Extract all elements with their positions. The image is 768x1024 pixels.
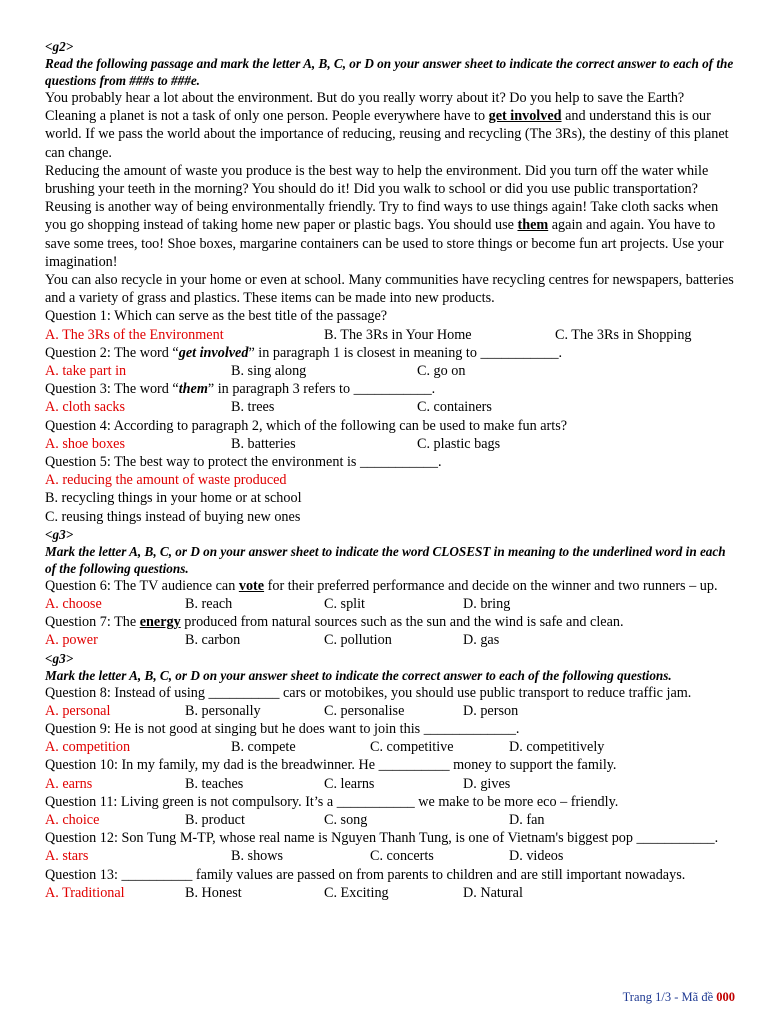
question-8: Question 8: Instead of using __________ cars or motobikes, you should use public transport to reduce traffic jam. xyxy=(45,684,692,701)
option-b[interactable]: B. reach xyxy=(185,596,233,613)
option-b[interactable]: B. personally xyxy=(185,702,261,719)
option-a[interactable]: A. cloth sacks xyxy=(45,399,125,416)
underlined-word-them: them xyxy=(517,217,549,234)
question-12-options xyxy=(45,847,735,865)
option-b[interactable]: B. compete xyxy=(231,739,296,756)
option-d[interactable]: D. bring xyxy=(463,596,511,613)
option-d[interactable]: D. person xyxy=(463,702,519,719)
question-4-options xyxy=(45,435,735,453)
instruction-g2: Read the following passage and mark the letter A, B, C, or D on your answer sheet to indicate the correct answer to each of the questions from ###s to ###e. xyxy=(45,56,734,88)
question-12: Question 12: Son Tung M-TP, whose real name is Nguyen Thanh Tung, is one of Vietnam's biggest pop ___________. xyxy=(45,830,719,847)
question-4: Question 4: According to paragraph 2, which of the following can be used to make fun arts? xyxy=(45,417,568,434)
question-13-options xyxy=(45,884,735,902)
question-9-options xyxy=(45,738,735,756)
option-d[interactable]: D. Natural xyxy=(463,884,523,901)
instruction-g3-correct: Mark the letter A, B, C, or D on your answer sheet to indicate the correct answer to each of the following questions. xyxy=(45,667,672,683)
exam-page xyxy=(45,38,735,902)
option-d[interactable]: D. gives xyxy=(463,775,511,792)
option-b[interactable]: B. Honest xyxy=(185,884,242,901)
option-b[interactable]: B. trees xyxy=(231,399,275,416)
question-9: Question 9: He is not good at singing but he does want to join this _____________. xyxy=(45,720,520,737)
option-d[interactable]: D. videos xyxy=(509,848,564,865)
question-1: Question 1: Which can serve as the best title of the passage? xyxy=(45,308,388,325)
option-c[interactable]: C. containers xyxy=(417,399,492,416)
option-c[interactable]: C. competitive xyxy=(370,739,454,756)
question-3: Question 3: The word “them” in paragraph 3 refers to ___________. xyxy=(45,381,436,398)
group-tag-g3: <g3> xyxy=(45,526,74,542)
option-c[interactable]: C. pollution xyxy=(324,632,392,649)
option-a[interactable]: A. competition xyxy=(45,739,131,756)
question-8-options xyxy=(45,702,735,720)
option-a[interactable]: A. earns xyxy=(45,775,93,792)
question-11: Question 11: Living green is not compulsory. It’s a ___________ we make to be more eco – friendly. xyxy=(45,793,619,810)
option-b[interactable]: B. product xyxy=(185,811,245,828)
option-c[interactable]: C. song xyxy=(324,811,368,828)
question-2-options xyxy=(45,362,735,380)
option-b[interactable]: B. batteries xyxy=(231,435,296,452)
page-footer xyxy=(623,990,735,1005)
option-a[interactable]: A. Traditional xyxy=(45,884,125,901)
question-10: Question 10: In my family, my dad is the breadwinner. He __________ money to support the family. xyxy=(45,757,617,774)
option-c[interactable]: C. plastic bags xyxy=(417,435,501,452)
question-5: Question 5: The best way to protect the environment is ___________. xyxy=(45,454,442,470)
group-tag-g3-2: <g3> xyxy=(45,650,74,666)
option-c[interactable]: C. personalise xyxy=(324,702,405,719)
passage-paragraph-2: Reducing the amount of waste you produce is the best way to help the environment. Did you turn off the water while brushing your teeth in the morning? You should do it! Did you walk to school or did you use public transportation? xyxy=(45,162,709,198)
passage-paragraph-4: You can also recycle in your home or even at school. Many communities have recycling centres for newspapers, batteries and a variety of grass and plastics. These items can be made into new products. xyxy=(45,272,734,307)
group-tag-g2: <g2> xyxy=(45,39,74,54)
option-d[interactable]: D. competitively xyxy=(509,739,605,756)
page-number: Trang 1/3 - Mã đề xyxy=(622,990,717,1004)
underlined-word-vote: vote xyxy=(238,577,265,594)
option-a[interactable]: A. shoe boxes xyxy=(45,435,125,452)
option-b[interactable]: B. The 3Rs in Your Home xyxy=(324,326,472,343)
option-c[interactable]: C. Exciting xyxy=(324,884,389,901)
option-a[interactable]: A. choice xyxy=(45,811,100,828)
option-a[interactable]: A. choose xyxy=(45,596,102,613)
question-6: Question 6: The TV audience can vote for their preferred performance and decide on the winner and two runners – up. xyxy=(45,577,718,594)
question-6-options xyxy=(45,595,735,613)
passage-paragraph-1: You probably hear a lot about the environment. But do you really worry about it? Do you help to save the Earth? Cleaning a planet is not a task of only one person. People everywhere have to get involved and understand this is our world. If we pass the world about the importance of reducing, reusing and recycling (The 3Rs), the destiny of this planet can change. xyxy=(45,90,729,161)
option-b[interactable]: B. sing along xyxy=(231,363,307,380)
option-c[interactable]: C. split xyxy=(324,596,365,613)
option-a[interactable]: A. The 3Rs of the Environment xyxy=(45,326,224,343)
question-2: Question 2: The word “get involved” in paragraph 1 is closest in meaning to ___________. xyxy=(45,344,563,361)
passage-paragraph-3: Reusing is another way of being environmentally friendly. Try to find ways to use things again! Take cloth sacks when you go shopping instead of taking home new paper or plastic bags. You should use them again and again. You have to save some trees, too! Shoe boxes, margarine containers can be used to store things or become fun art projects. Use your imagination! xyxy=(45,199,724,270)
option-c[interactable]: C. go on xyxy=(417,363,466,380)
question-7-options xyxy=(45,631,735,649)
option-b[interactable]: B. recycling things in your home or at school xyxy=(45,490,302,507)
option-a[interactable]: A. stars xyxy=(45,848,89,865)
exam-code: 000 xyxy=(716,990,735,1004)
question-10-options xyxy=(45,775,735,793)
option-b[interactable]: B. shows xyxy=(231,848,284,865)
option-a[interactable]: A. power xyxy=(45,632,98,649)
question-1-options xyxy=(45,326,735,344)
option-c[interactable]: C. learns xyxy=(324,775,375,792)
option-c[interactable]: C. concerts xyxy=(370,848,434,865)
option-a[interactable]: A. reducing the amount of waste produced xyxy=(45,472,287,489)
question-13: Question 13: __________ family values are passed on from parents to children and are still important nowadays. xyxy=(45,866,686,883)
question-3-options xyxy=(45,398,735,416)
instruction-g3-closest: Mark the letter A, B, C, or D on your answer sheet to indicate the word CLOSEST in meaning to the underlined word in each of the following questions. xyxy=(45,543,726,576)
question-11-options xyxy=(45,811,735,829)
option-c[interactable]: C. reusing things instead of buying new ones xyxy=(45,508,301,525)
option-d[interactable]: D. fan xyxy=(509,811,545,828)
option-c[interactable]: C. The 3Rs in Shopping xyxy=(555,326,692,343)
underlined-word-get-involved: get involved xyxy=(488,108,562,125)
underlined-word-energy: energy xyxy=(139,614,181,631)
option-b[interactable]: B. carbon xyxy=(185,632,241,649)
option-a[interactable]: A. take part in xyxy=(45,363,127,380)
option-a[interactable]: A. personal xyxy=(45,702,111,719)
option-d[interactable]: D. gas xyxy=(463,632,500,649)
option-b[interactable]: B. teaches xyxy=(185,775,244,792)
question-7: Question 7: The energy produced from natural sources such as the sun and the wind is safe and clean. xyxy=(45,614,624,631)
